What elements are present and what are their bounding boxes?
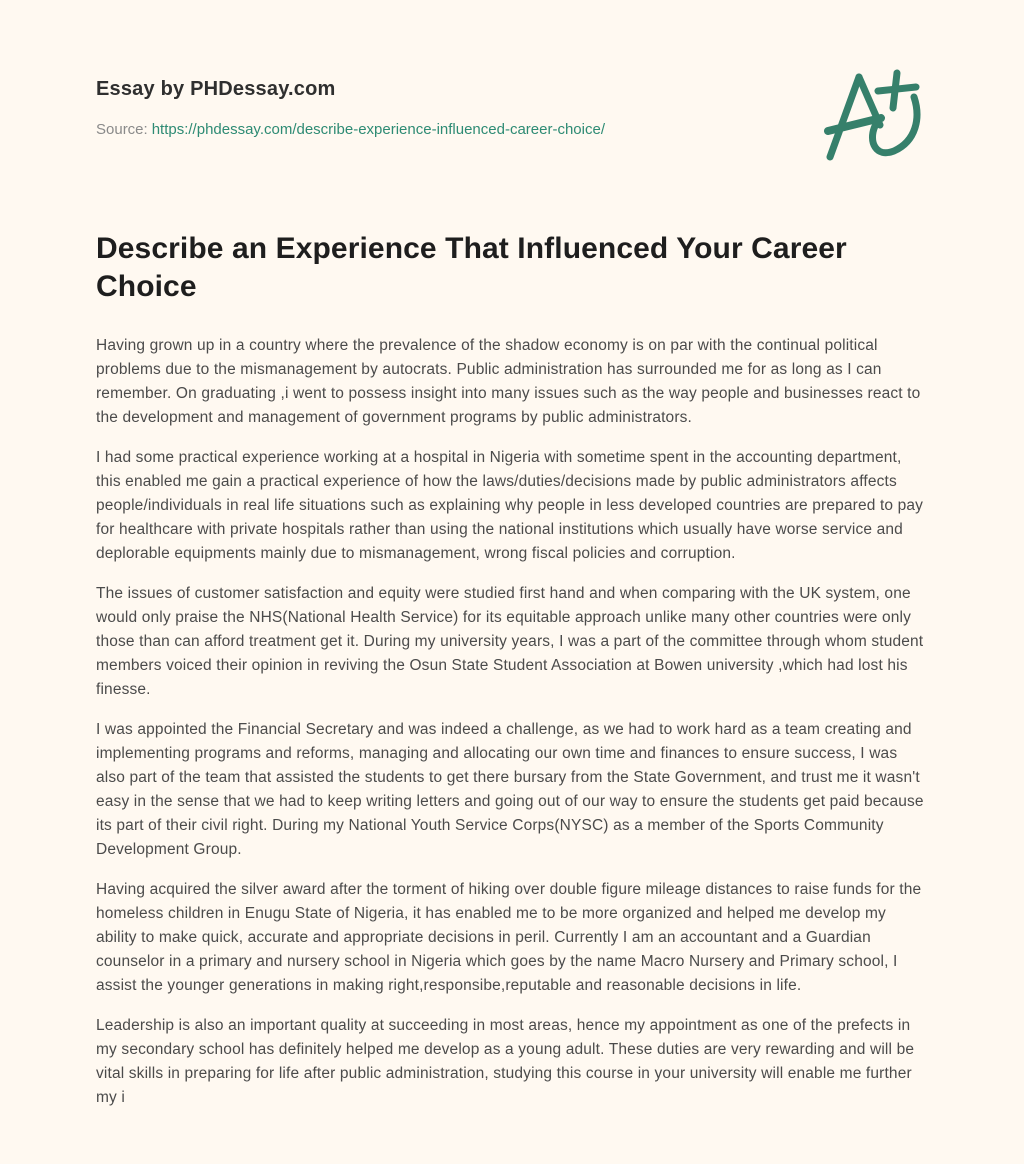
essay-paragraph: Having acquired the silver award after the torment of hiking over double figure mileage distances to raise funds for the homeless children in Enugu State of Nigeria, it has enabled me to be more organized and helped me develop my ability to make quick, accurate and appropriate decisions in peril. Currently I am an accountant and a Guardian counselor in a primary and nursery school in Nigeria which goes by the name Macro Nursery and Primary school, I assist the younger generations in making right,responsibe,reputable and reasonable decisions in life.	[96, 881, 922, 994]
essay-paragraph: The issues of customer satisfaction and equity were studied first hand and when comparing with the UK system, one would only praise the NHS(National Health Service) for its equitable approach unlike many other countries were only those than can afford treatment get it. During my university years, I was a part of the committee through whom student members voiced their opinion in reviving the Osun State Student Association at Bowen university ,which had lost his finesse.	[96, 585, 924, 698]
logo-plus-horizontal	[878, 87, 916, 91]
a-plus-logo-icon	[824, 66, 928, 164]
source-url-link[interactable]: https://phdessay.com/describe-experience-influenced-career-choice/	[151, 121, 605, 138]
essay-paragraph: I was appointed the Financial Secretary and was indeed a challenge, as we had to work hard as a team creating and implementing programs and reforms, managing and allocating our own time and finances to ensure success, I was also part of the team that assisted the students to get there bursary from the State Government, and trust me it wasn't easy in the sense that we had to keep writing letters and going out of our way to ensure the students get paid because its part of their civil right. During my National Youth Service Corps(NYSC) as a member of the Sports Community Development Group.	[96, 721, 924, 858]
page-header	[96, 0, 928, 164]
essay-paragraph: Leadership is also an important quality at succeeding in most areas, hence my appointment as one of the prefects in my secondary school has definitely helped me develop as a young adult. These duties are very rewarding and will be vital skills in preparing for life after public administration, studying this course in your university will enable me further my i	[96, 1017, 915, 1106]
essay-paragraph: Having grown up in a country where the prevalence of the shadow economy is on par with the continual political problems due to the mismanagement by autocrats. Public administration has surrounded me for as long as I can remember. On graduating ,i went to possess insight into many issues such as the way people and businesses react to the development and management of government programs by public administrators.	[96, 337, 921, 426]
site-header-title: Essay by PHDessay.com	[96, 78, 336, 100]
logo-a-left-stroke	[830, 77, 859, 157]
source-label: Source:	[96, 121, 148, 138]
essay-title: Describe an Experience That Influenced Your Career Choice	[96, 232, 847, 303]
header-text-block	[96, 66, 605, 138]
source-line	[96, 121, 605, 138]
essay-paragraph: I had some practical experience working at a hospital in Nigeria with sometime spent in the accounting department, this enabled me gain a practical experience of how the laws/duties/decisions made by public administrators affects people/individuals in real life situations such as explaining why people in less developed countries are prepared to pay for healthcare with private hospitals rather than using the national institutions which usually have worse service and deplorable equipments mainly due to mismanagement, wrong fiscal policies and corruption.	[96, 449, 924, 562]
essay-body	[96, 334, 928, 1110]
